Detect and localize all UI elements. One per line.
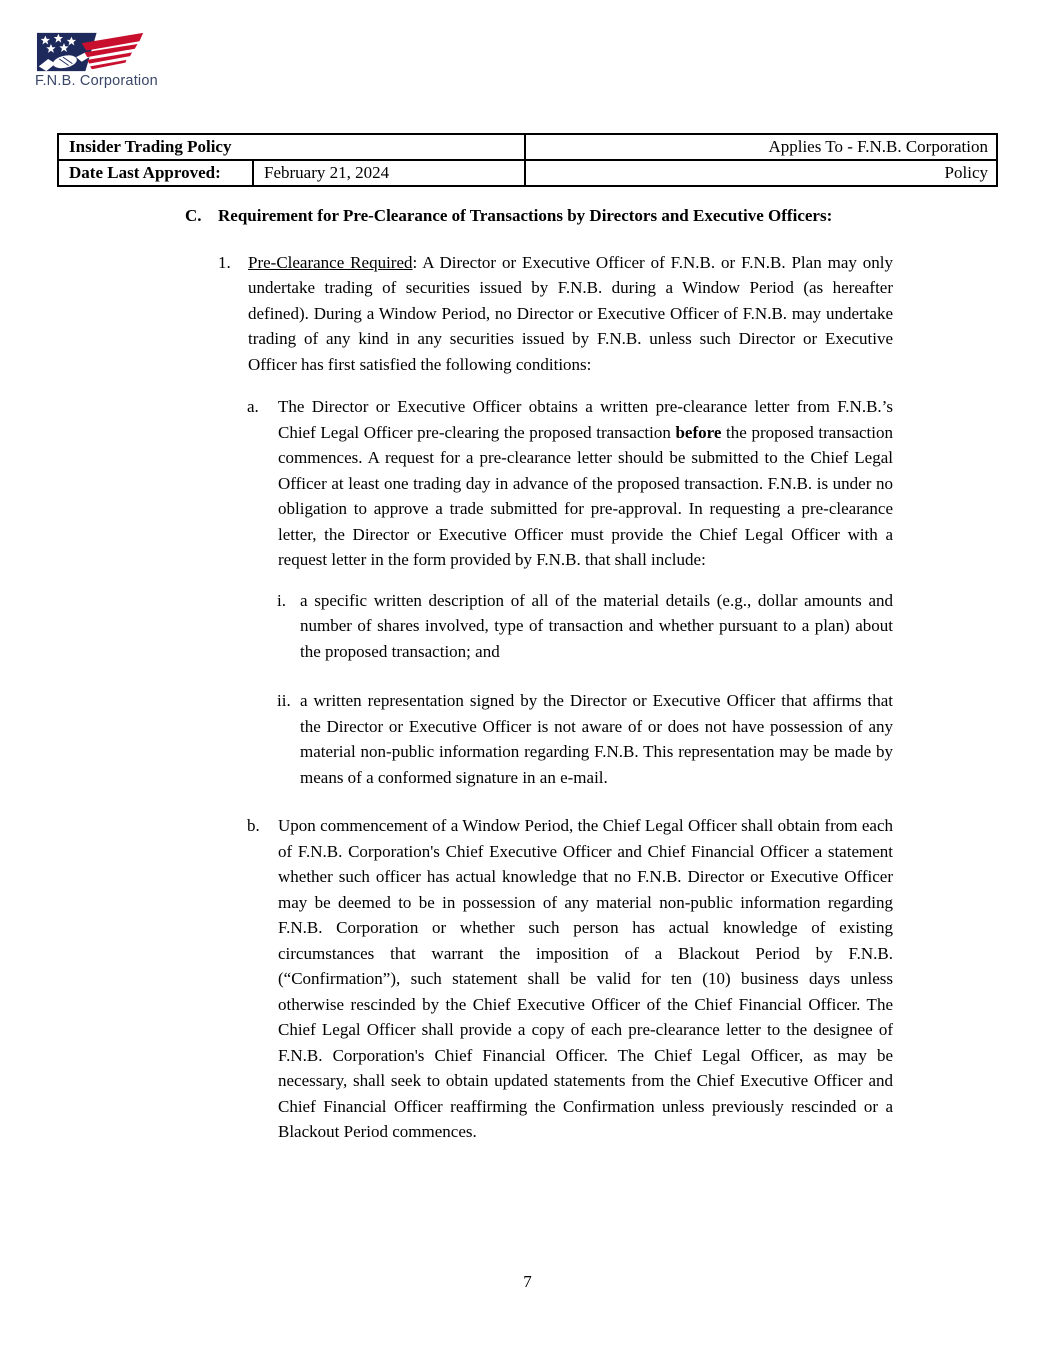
- item-a-text-2: the proposed transaction commences. A request for a pre-clearance letter should be submitted to the Chief Legal Officer at least one trading day in advance of the proposed transaction. F.N.B. is under no obligation to approve a trade submitted for pre-approval. In requesting a pre-clearance letter, the Director or Executive Officer must provide the Chief Legal Officer with a request letter in the form provided by F.N.B. that shall include:: [278, 422, 893, 569]
- item-a-marker: a.: [247, 397, 259, 416]
- list-item-a: [247, 394, 893, 573]
- item-i-marker: i.: [277, 590, 286, 610]
- date-label-cell: Date Last Approved:: [58, 160, 253, 186]
- list-item-i: [277, 588, 893, 665]
- item-b-text: Upon commencement of a Window Period, the Chief Legal Officer shall obtain from each of F.N.B. Corporation's Chief Executive Officer and Chief Financial Officer a statement whether such officer has actual knowledge that no F.N.B. Director or Executive Officer may be deemed to be in possession of any material non-public information regarding F.N.B. Corporation or whether such person has actual knowledge of existing circumstances that warrant the imposition of a Blackout Period by F.N.B. (“Confirmation”), such statement shall be valid for ten (10) business days unless otherwise rescinded by the Chief Executive Officer of the Chief Financial Officer. The Chief Legal Officer shall provide a copy of each pre-clearance letter to the designee of F.N.B. Corporation's Chief Financial Officer. The Chief Legal Officer, as may be necessary, shall seek to obtain updated statements from the Chief Executive Officer and Chief Financial Officer reaffirming the Confirmation unless previously rescinded or a Blackout Period commences.: [278, 816, 893, 1141]
- policy-title-cell: Insider Trading Policy: [58, 134, 525, 160]
- fnb-flag-logo-icon: [35, 31, 147, 72]
- doc-type-cell: Policy: [525, 160, 997, 186]
- item-1-marker: 1.: [218, 252, 231, 272]
- item-i-text: a specific written description of all of the material details (e.g., dollar amounts and number of shares involved, type of transaction and whether pursuant to a plan) about the proposed transaction; and: [300, 590, 893, 661]
- list-item-ii: [277, 688, 893, 790]
- policy-header-table: [57, 133, 998, 187]
- date-value-cell: February 21, 2024: [253, 160, 525, 186]
- item-ii-text: a written representation signed by the Director or Executive Officer that affirms that the Director or Executive Officer is not aware of or does not have possession of any material non-public information regarding F.N.B. This representation may be made by means of a conformed signature in an e-mail.: [300, 691, 893, 787]
- item-ii-marker: ii.: [277, 691, 291, 710]
- section-heading-text: Requirement for Pre-Clearance of Transactions by Directors and Executive Officers:: [218, 206, 833, 225]
- item-a-bold-word: before: [675, 422, 722, 442]
- item-1-lead-underlined: Pre-Clearance Required: [248, 252, 413, 272]
- item-a-text-1: The Director or Executive Officer obtains a written pre-clearance letter from F.N.B.’s Chief Legal Officer pre-clearing the proposed transaction: [278, 397, 893, 442]
- list-item-b: [247, 813, 893, 1145]
- logo-company-name: F.N.B. Corporation: [35, 73, 158, 89]
- section-letter: C.: [185, 206, 202, 225]
- section-heading: [185, 203, 893, 229]
- item-1-lead-colon: :: [412, 252, 423, 272]
- header-table-row-2: [58, 160, 997, 186]
- document-body: [185, 203, 893, 1145]
- company-logo: [35, 31, 165, 89]
- item-b-marker: b.: [247, 816, 260, 835]
- page-number: 7: [523, 1272, 532, 1291]
- applies-to-cell: Applies To - F.N.B. Corporation: [525, 134, 997, 160]
- list-item-1: [218, 250, 893, 378]
- header-table-row-1: [58, 134, 997, 160]
- item-1-body: A Director or Executive Officer of F.N.B. or F.N.B. Plan may only undertake trading of securities issued by F.N.B. during a Window Period (as hereafter defined). During a Window Period, no Director or Executive Officer of F.N.B. may undertake trading of any kind in any securities issued by F.N.B. unless such Director or Executive Officer has first satisfied the following conditions:: [248, 252, 893, 374]
